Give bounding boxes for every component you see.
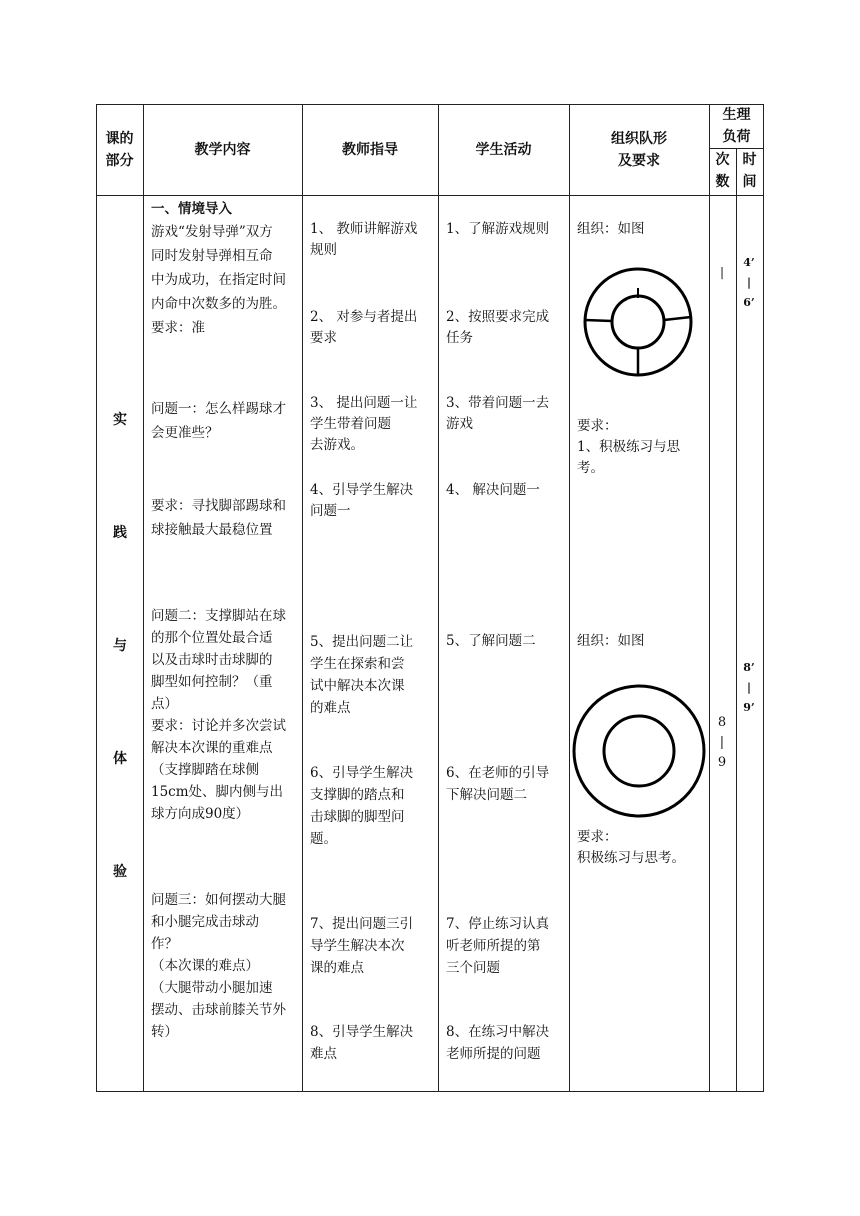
question-1-requirement: 要求：寻找脚部踢球和 球接触最大最稳位置 [151, 498, 286, 538]
teacher-step-7: 7、提出问题三引 导学生解决本次 课的难点 [310, 916, 414, 976]
table-top-border [96, 104, 764, 105]
col-divider-2 [302, 104, 303, 1092]
intro-title: 一、情境导入 [151, 201, 232, 217]
student-step-8: 8、在练习中解决 老师所提的问题 [446, 1024, 550, 1062]
header-time: 时 间 [742, 152, 757, 190]
student-step-4: 4、 解决问题一 [446, 482, 540, 498]
section-char-2: 践 [113, 525, 127, 541]
student-step-2: 2、按照要求完成 任务 [446, 309, 550, 346]
table-left-border [96, 104, 97, 1092]
section-char-4: 体 [113, 751, 127, 767]
time-bottom: 8’ | 9’ [743, 661, 755, 714]
teacher-step-5: 5、提出问题二让 学生在探索和尝 试中解决本次课 的难点 [310, 634, 414, 716]
times-bottom: 8 | 9 [717, 715, 727, 770]
col-divider-5 [709, 104, 710, 1092]
org-formation-2: 组织：如图 [577, 633, 645, 649]
section-char-5: 验 [113, 864, 127, 880]
teacher-step-1: 1、 教师讲解游戏 规则 [310, 221, 418, 258]
teacher-step-4: 4、引导学生解决 问题一 [310, 482, 414, 519]
student-step-1: 1、了解游戏规则 [446, 221, 550, 237]
time-top: 4’ | 6’ [743, 256, 755, 309]
formation-diagram-2 [571, 683, 707, 819]
header-student: 学生活动 [475, 142, 532, 158]
header-org: 组织队形 及要求 [611, 131, 667, 169]
org-formation-1: 组织：如图 [577, 221, 645, 237]
student-step-7: 7、停止练习认真 听老师所提的第 三个问题 [446, 916, 550, 976]
col-divider-4 [569, 104, 570, 1092]
org-requirement-2: 要求： 积极练习与思考。 [577, 829, 685, 866]
header-teacher: 教师指导 [342, 142, 398, 158]
header-part: 课的 部分 [105, 131, 134, 169]
org-requirement-1: 要求： 1、积极练习与思 考。 [577, 418, 681, 476]
student-step-5: 5、了解问题二 [446, 633, 536, 649]
teacher-step-2: 2、 对参与者提出 要求 [310, 309, 418, 346]
table-bottom-border [96, 1091, 764, 1092]
col-divider-1 [143, 104, 144, 1092]
formation-diagram-1 [582, 266, 694, 378]
header-content: 教学内容 [194, 142, 251, 158]
times-top: | [719, 265, 725, 279]
col-divider-3 [438, 104, 439, 1092]
question-3: 问题三：如何摆动大腿 和小腿完成击球动 作？ （本次课的难点） （大腿带动小腿加速 摆动、击球前膝关节外 转） [151, 892, 286, 1040]
intro-text: 游戏“发射导弹”双方 同时发射导弹相互命 中为成功，在指定时间 内命中次数多的为胜。 要求：准 [151, 224, 286, 336]
question-2: 问题二：支撑脚站在球 的那个位置处最合适 以及击球时击球脚的 脚型如何控制？（重 点） 要求：讨论并多次尝试 解决本次课的重难点 （支撑脚踏在球侧 15cm处、脚内侧与出 球方向成90度） [151, 608, 286, 822]
question-1: 问题一：怎么样踢球才 会更准些？ [151, 401, 286, 441]
header-bottom-border [96, 195, 764, 196]
section-char-1: 实 [113, 412, 127, 428]
table-right-border [763, 104, 764, 1092]
teacher-step-3: 3、 提出问题一让 学生带着问题 去游戏。 [310, 395, 418, 453]
student-step-3: 3、带着问题一去 游戏 [446, 395, 550, 432]
teacher-step-6: 6、引导学生解决 支撑脚的踏点和 击球脚的脚型问 题。 [310, 765, 414, 847]
teacher-step-8: 8、引导学生解决 难点 [310, 1024, 414, 1062]
header-load: 生理 负荷 [722, 107, 751, 145]
student-step-6: 6、在老师的引导 下解决问题二 [446, 765, 550, 803]
section-char-3: 与 [113, 638, 127, 654]
header-times: 次 数 [715, 152, 730, 190]
